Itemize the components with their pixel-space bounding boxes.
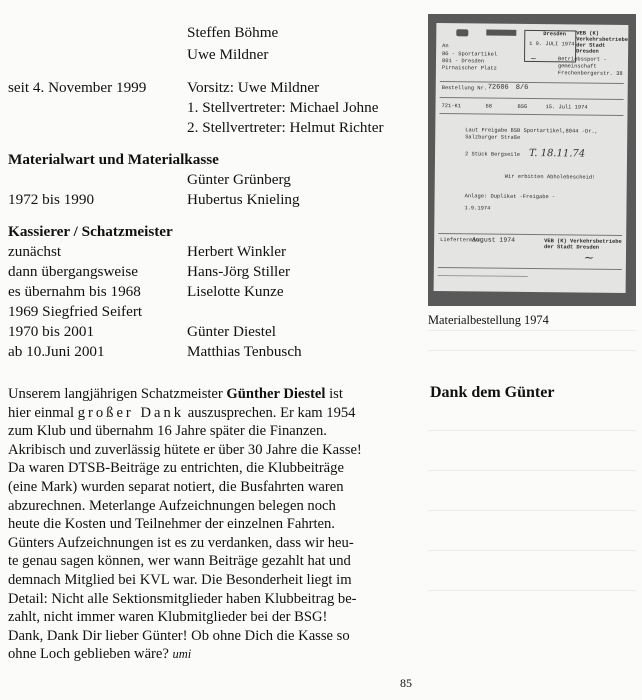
section-heading-kassierer: Kassierer / Schatzmeister	[8, 223, 173, 240]
page-number: 85	[400, 676, 412, 690]
article-line: (eine Mark) wurden separat notiert, die Busfahrten waren	[8, 478, 344, 495]
bleed-through-line	[428, 350, 636, 351]
vorstand-since: seit 4. November 1999	[8, 79, 147, 96]
article-line: ohne Loch geblieben wäre? umi	[8, 646, 192, 663]
article-line: zahlt, nicht immer waren Klubmitglieder bei der BSG!	[8, 609, 328, 626]
kassierer-right: Günter Diestel	[187, 323, 276, 340]
form-rule	[438, 275, 528, 277]
kassierer-right: Hans-Jörg Stiller	[187, 263, 291, 280]
form-rule	[439, 113, 623, 116]
article-line: hier einmal großer Dank auszusprechen. Er kam 1954	[8, 404, 356, 421]
photo-caption: Materialbestellung 1974	[428, 313, 549, 327]
article-line: zum Klub und übernahm 16 Jahre später die Finanzen.	[8, 423, 327, 440]
company-header: VEB (K) Verkehrsbetriebe der Stadt Dresden	[576, 30, 629, 55]
kassierer-right: Matthias Tenbusch	[187, 343, 302, 360]
article-line: abzurechnen. Meterlange Aufzeichnungen belegen noch	[8, 497, 336, 514]
handwritten-date: T. 18.11.74	[528, 147, 586, 160]
bleed-through-line	[428, 590, 636, 591]
article-line: Unserem langjährigen Schatzmeister Günther Diestel ist	[8, 386, 343, 402]
emblem-icon	[456, 29, 468, 36]
spaced-emphasis: großer Dank	[77, 404, 185, 421]
section-heading-material: Materialwart und Materialkasse	[8, 151, 219, 168]
emblem-icon	[486, 30, 516, 36]
name-line: Steffen Böhme	[187, 24, 279, 41]
side-title: Dank dem Günter	[430, 384, 555, 401]
handwritten-signature: ~	[529, 53, 537, 64]
kassierer-left: ab 10.Juni 2001	[8, 343, 105, 360]
vorstand-line: Vorsitz: Uwe Mildner	[187, 79, 320, 96]
bleed-through-line	[428, 550, 636, 551]
article-line: te genau sagen können, wer wann Beiträge gezahlt hat und	[8, 553, 351, 570]
header-stamp: Dresden 1 9. JULI 1974	[524, 30, 576, 63]
name-line: Uwe Mildner	[187, 46, 269, 63]
material-right: Hubertus Knieling	[187, 191, 300, 208]
order-form-paper: Dresden 1 9. JULI 1974 VEB (K) Verkehrsbetriebe der Stadt Dresden An BG - Sportartikel 801 - Dresden Pirnaischer Platz Betriebssport - gemeinschaft Frechenbergerstr. 38 ~ Bestellung Nr. 72606 8/6 721-K1 68 BSG 15. Juli 1974 Laut Freigabe BSB Sportartikel,8044 -Dr., Salzburger Straße 2 Stück Bergseile T. 18.11.74 Wir erbitten Abholebescheid! Anlage: Duplikat -Freigabe - 1.9.1974 Liefertermin: August 1974 VEB (K) Verkehrsbetriebe der Stadt Dresden ~	[434, 23, 629, 293]
article-line: demnach Mitglied bei KVL war. Die Besonderheit liegt im	[8, 571, 352, 588]
vorstand-line: 1. Stellvertreter: Michael Johne	[187, 99, 379, 116]
material-right: Günter Grünberg	[187, 171, 291, 188]
author-signature: umi	[172, 647, 192, 662]
kassierer-left: es übernahm bis 1968	[8, 283, 141, 300]
form-rule	[440, 97, 624, 100]
footer-stamp: VEB (K) Verkehrsbetriebe der Stadt Dresden	[544, 238, 622, 251]
form-rule	[438, 233, 622, 236]
kassierer-left: dann übergangsweise	[8, 263, 139, 280]
material-left: 1972 bis 1990	[8, 191, 95, 208]
bleed-through-line	[428, 430, 636, 431]
kassierer-left: zunächst	[8, 243, 62, 260]
article-line: Dank, Dank Dir lieber Günter! Ob ohne Dich die Kasse so	[8, 627, 350, 644]
article-line: Da waren DTSB-Beiträge zu entrichten, die Klubbeiträge	[8, 460, 344, 477]
kassierer-right: Liselotte Kunze	[187, 283, 284, 300]
article-line: heute die Kosten und Teilnehmer der einzelnen Fahrten.	[8, 516, 335, 533]
handwritten-signature: ~	[583, 250, 595, 265]
order-form-photo	[428, 14, 636, 306]
vorstand-line: 2. Stellvertreter: Helmut Richter	[187, 119, 384, 136]
bleed-through-line	[428, 510, 636, 511]
form-rule	[440, 81, 624, 84]
kassierer-right: Herbert Winkler	[187, 243, 287, 260]
kassierer-left: 1969 Siegfried Seifert	[8, 303, 143, 320]
article-line: Detail: Nicht alle Sektionsmitglieder haben Klubbeitrag be-	[8, 590, 357, 607]
kassierer-left: 1970 bis 2001	[8, 323, 95, 340]
article-line: Akribisch und zuverlässig hütete er über 30 Jahre die Kasse!	[8, 441, 362, 458]
article-body	[8, 385, 418, 664]
form-rule	[438, 267, 622, 270]
article-line: Günters Aufzeichnungen ist es zu verdanken, dass wir heu-	[8, 534, 354, 551]
bleed-through-line	[428, 330, 636, 331]
bleed-through-line	[428, 470, 636, 471]
name-highlight: Günther Diestel	[226, 386, 326, 402]
